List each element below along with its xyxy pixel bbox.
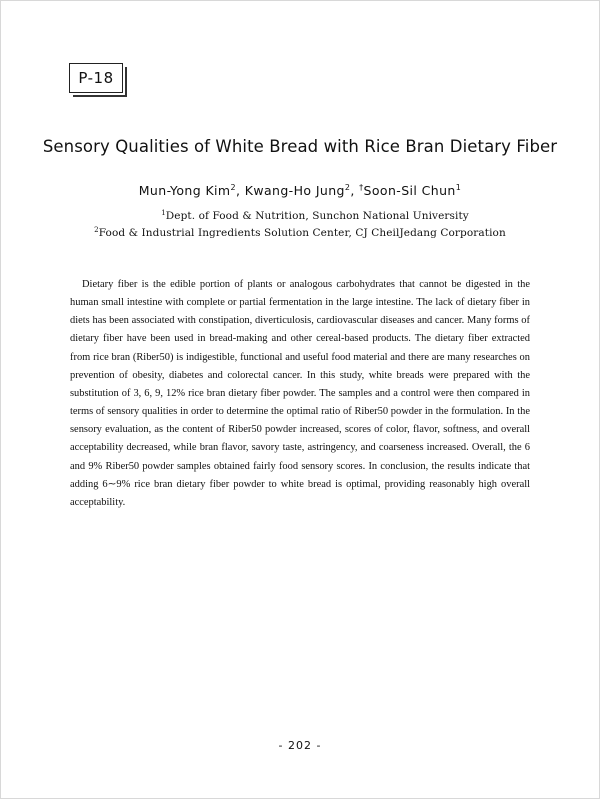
author-list [0, 183, 600, 198]
affiliation-mark: 2 [94, 226, 99, 234]
author-name: Soon-Sil Chun [363, 183, 456, 198]
abstract-body: Dietary fiber is the edible portion of plants or analogous carbohydrates that cannot be digested in the human small intestine with complete or partial fermentation in the large intestine. The lack of dietary fiber in diets has been associated with constipation, diverticulosis, cardiovascular diseases and cancer. Many forms of dietary fiber have been used in bread-making and other cereal-based products. The dietary fiber extracted from rice bran (Riber50) is indigestible, functional and useful food material and there are many researches on prevention of obesity, diabetes and colorectal cancer. In this study, white breads were prepared with the substitution of 3, 6, 9, 12% rice bran dietary fiber powder. The samples and a control were then compared in terms of sensory qualities in order to determine the optimal ratio of Riber50 powder in the formulation. In the sensory evaluation, as the content of Riber50 powder increased, scores of color, flavor, softness, and overall acceptability decreased, while bran flavor, savory taste, astringency, and coarseness increased. Overall, the 6 and 9% Riber50 powder samples obtained fairly food sensory scores. In conclusion, the results indicate that adding 6∼9% rice bran dietary fiber powder to white bread is optimal, providing reasonably high overall acceptability. [70, 279, 530, 508]
author-affiliation-mark: 2 [230, 183, 236, 192]
corresponding-author-mark: † [359, 183, 364, 192]
author-name: Mun-Yong Kim [138, 183, 231, 198]
paper-title: Sensory Qualities of White Bread with Rice Bran Dietary Fiber [42, 137, 558, 156]
affiliation-2 [0, 227, 600, 239]
affiliation-mark: 1 [161, 209, 166, 217]
author-separator: , [350, 183, 360, 198]
affiliation-text: Food & Industrial Ingredients Solution Center, CJ CheilJedang Corporation [98, 227, 506, 239]
author-affiliation-mark: 1 [455, 183, 462, 192]
affiliation-1 [15, 210, 600, 222]
poster-code: P-18 [78, 69, 114, 87]
author-separator: , [236, 183, 245, 198]
page-number: - 202 - [278, 739, 322, 752]
author-name: Kwang-Ho Jung [244, 183, 345, 198]
affiliation-text: Dept. of Food & Nutrition, Sunchon National University [165, 210, 469, 222]
author-affiliation-mark: 2 [344, 183, 351, 192]
poster-code-box [69, 63, 123, 93]
